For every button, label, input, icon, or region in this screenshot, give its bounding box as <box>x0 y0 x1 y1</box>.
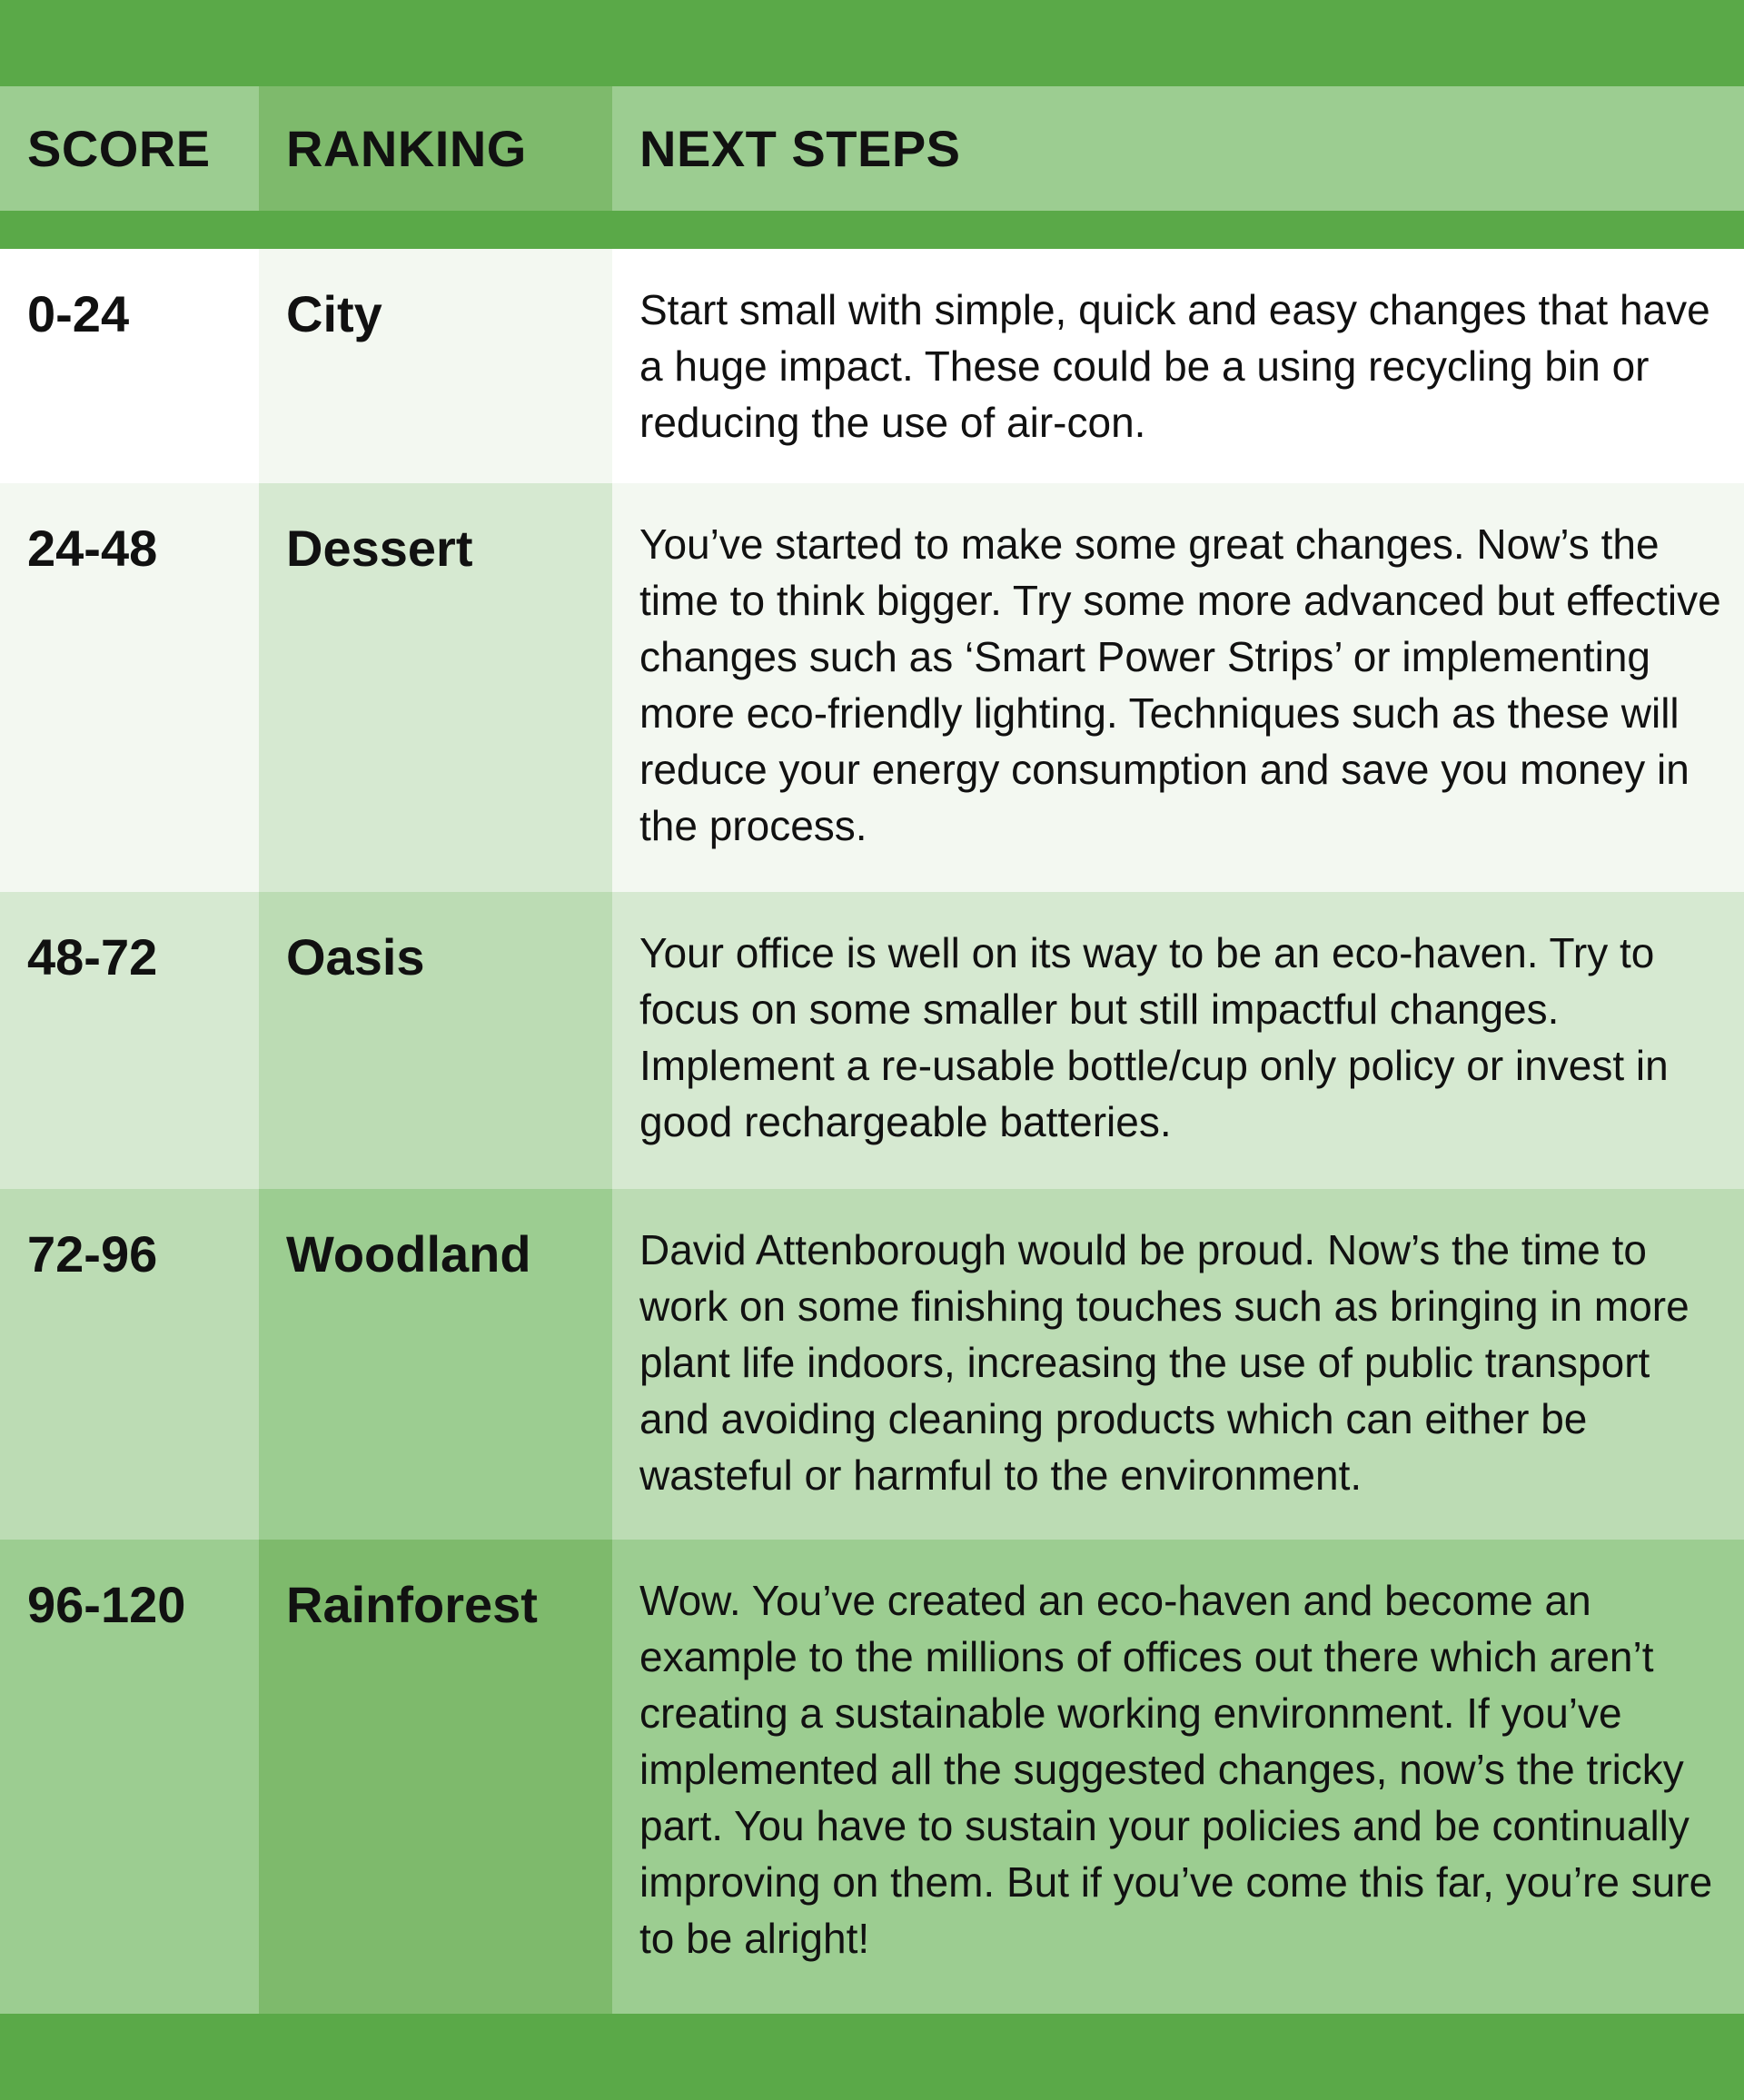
ranking-cell: Woodland <box>259 1189 612 1540</box>
header-next-steps: NEXT STEPS <box>612 86 1744 211</box>
ranking-cell: Oasis <box>259 892 612 1189</box>
top-band <box>0 0 1744 86</box>
header-score: SCORE <box>0 86 259 211</box>
ranking-cell: Dessert <box>259 483 612 892</box>
table-row <box>0 1189 1744 1540</box>
ranking-cell: Rainforest <box>259 1540 612 2014</box>
table-row <box>0 483 1744 892</box>
table-row <box>0 1540 1744 2014</box>
bottom-band <box>0 2014 1744 2100</box>
score-cell: 48-72 <box>0 892 259 1189</box>
next-steps-cell: Start small with simple, quick and easy changes that have a huge impact. These could be a using recycling bin or reducing the use of air-con. <box>612 249 1744 483</box>
table-header <box>0 86 1744 211</box>
next-steps-cell: David Attenborough would be proud. Now’s the time to work on some finishing touches such as bringing in more plant life indoors, increasing the use of public transport and avoiding cleaning products which can either be wasteful or harmful to the environment. <box>612 1189 1744 1540</box>
table-row <box>0 249 1744 483</box>
header-ranking: RANKING <box>259 86 612 211</box>
score-cell: 96-120 <box>0 1540 259 2014</box>
ranking-cell: City <box>259 249 612 483</box>
next-steps-cell: Your office is well on its way to be an eco-haven. Try to focus on some smaller but still impactful changes. Implement a re-usable bottle/cup only policy or invest in good rechargeable batteries. <box>612 892 1744 1189</box>
next-steps-cell: Wow. You’ve created an eco-haven and become an example to the millions of offices out there which aren’t creating a sustainable working environment. If you’ve implemented all the suggested changes, now’s the tricky part. You have to sustain your policies and be continually improving on them. But if you’ve come this far, you’re sure to be alright! <box>612 1540 1744 2014</box>
score-cell: 24-48 <box>0 483 259 892</box>
table-row <box>0 892 1744 1189</box>
header-separator-band <box>0 211 1744 249</box>
score-cell: 72-96 <box>0 1189 259 1540</box>
next-steps-cell: You’ve started to make some great changes. Now’s the time to think bigger. Try some more advanced but effective changes such as ‘Smart Power Strips’ or implementing more eco-friendly lighting. Techniques such as these will reduce your energy consumption and save you money in the process. <box>612 483 1744 892</box>
score-cell: 0-24 <box>0 249 259 483</box>
